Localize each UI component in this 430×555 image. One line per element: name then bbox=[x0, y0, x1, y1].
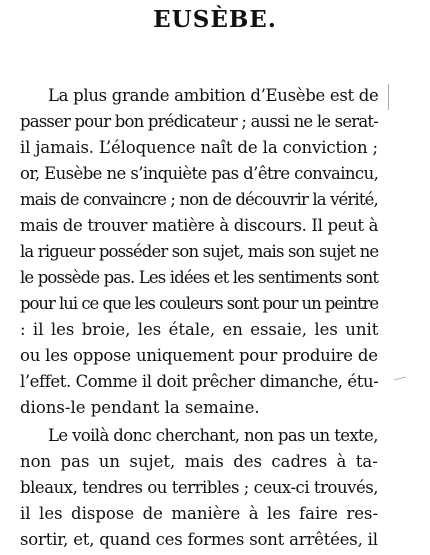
text-line-2: passer pour bon prédicateur ; aussi ne le serat- bbox=[20, 112, 378, 131]
text-line-13: dions-le pendant la semaine. bbox=[20, 398, 260, 417]
margin-mark bbox=[394, 377, 406, 381]
text-line-18: sortir, et, quand ces formes sont arrêtées, il bbox=[20, 530, 378, 549]
text-line-8: le possède pas. Les idées et les sentiments sont bbox=[20, 268, 379, 287]
text-line-14: Le voilà donc cherchant, non pas un texte, bbox=[48, 426, 378, 445]
text-line-9: pour lui ce que les couleurs sont pour un peintre bbox=[20, 294, 379, 313]
text-line-1: La plus grande ambition d’Eusèbe est de bbox=[48, 86, 379, 105]
margin-mark bbox=[388, 84, 389, 110]
text-line-3: il jamais. L’éloquence naît de la conviction ; bbox=[20, 138, 378, 157]
text-line-4: or, Eusèbe ne s’inquiète pas d’être convaincu, bbox=[20, 164, 379, 183]
text-line-10: : il les broie, les étale, en essaie, les unit bbox=[20, 320, 379, 339]
text-line-15: non pas un sujet, mais des cadres à ta- bbox=[20, 452, 378, 471]
text-line-12: l’effet. Comme il doit prêcher dimanche, étu- bbox=[20, 372, 379, 391]
text-line-7: la rigueur posséder son sujet, mais son sujet ne bbox=[20, 242, 379, 261]
chapter-title: EUSÈBE. bbox=[153, 6, 277, 33]
text-line-16: bleaux, tendres ou terribles ; ceux-ci trouvés, bbox=[20, 478, 379, 497]
text-line-5: mais de convaincre ; non de découvrir la vérité, bbox=[20, 190, 378, 209]
text-line-11: ou les oppose uniquement pour produire de bbox=[20, 346, 378, 365]
text-line-17: il les dispose de manière à les faire res- bbox=[20, 504, 379, 523]
text-line-6: mais de trouver matière à discours. Il peut à bbox=[20, 216, 379, 235]
